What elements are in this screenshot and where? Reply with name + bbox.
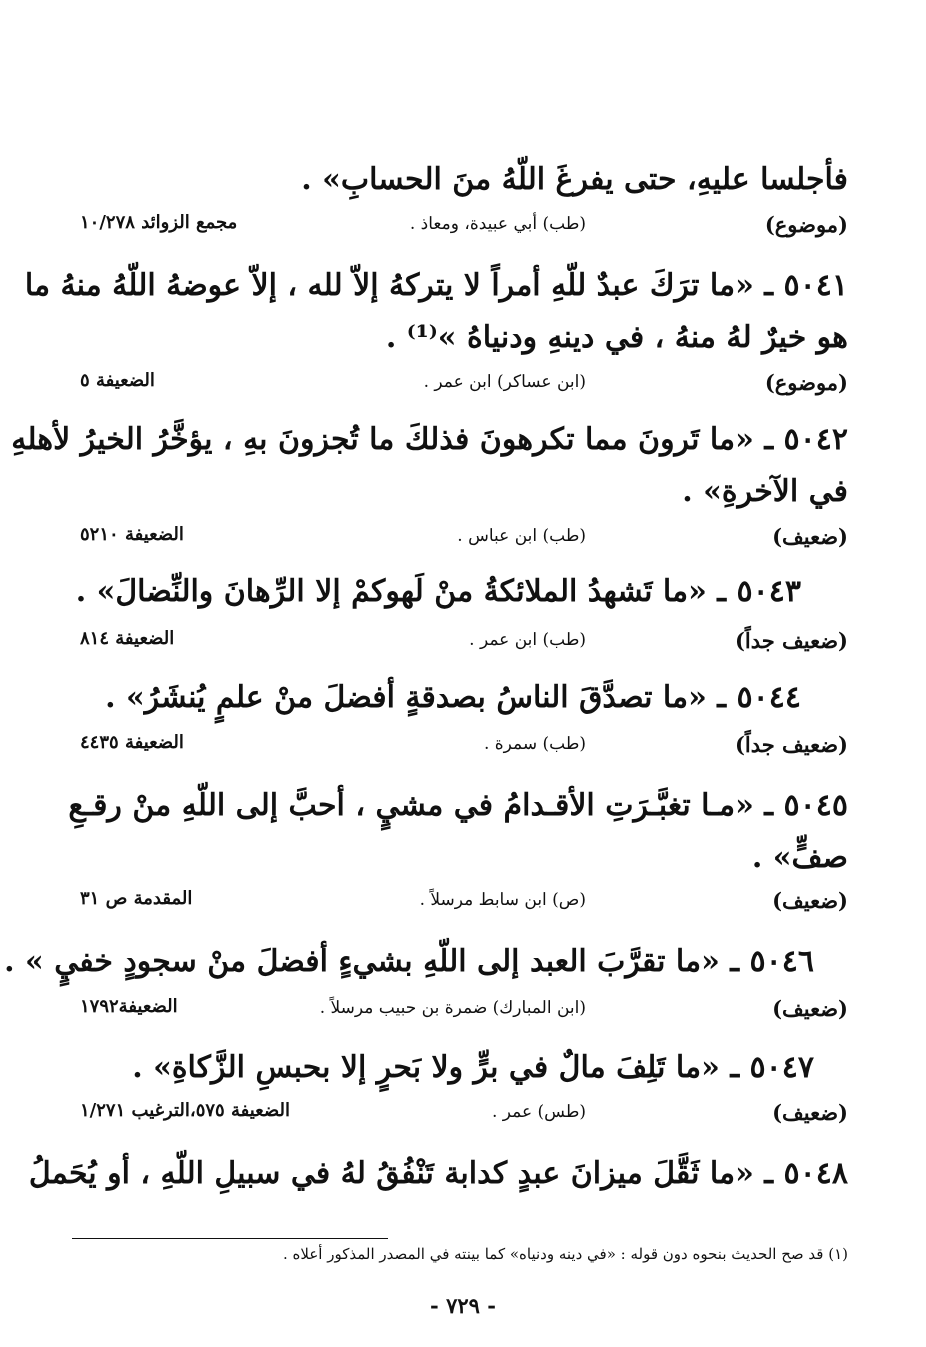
text-line: ٥٠٤١ ـ «ما ترَكَ عبدٌ للّهِ أمراً لا يتركهُ إلاّ لله ، إلاّ عوضهُ اللّهُ منهُ ما [24, 268, 848, 303]
text-line: في الآخرةِ» . [682, 474, 848, 509]
hadith-source: (ابن المبارك) ضمرة بن حبيب مرسلاً . [319, 998, 586, 1018]
hadith-source: (طس) عمر . [491, 1102, 586, 1122]
hadith-grade: (ضعيف) [772, 996, 848, 1021]
text-line: فأجلسا عليهِ، حتى يفرغَ اللّهُ منَ الحسابِ» . [301, 162, 848, 197]
hadith-grade: (ضعيف جداً) [734, 732, 848, 757]
hadith-source: (ابن عساكر) ابن عمر . [423, 372, 586, 392]
hadith-source: (طب) أبي عبيدة، ومعاذ . [409, 214, 586, 234]
hadith-reference: مجمع الزوائد ١٠/٢٧٨ [80, 212, 238, 233]
text-line: ٥٠٤٣ ـ «ما تَشهدُ الملائكةُ منْ لَهوكمْ إلا الرِّهانَ والنِّضالَ» . [75, 574, 801, 609]
text-line: ٥٠٤٨ ـ «ما ثَقَّلَ ميزانَ عبدٍ كدابة تَنْفُقُ لهُ في سبيلِ اللّهِ ، أو يُحَملُ [28, 1156, 848, 1191]
hadith-reference: الضعيفة ٥ [80, 370, 155, 391]
hadith-source: (طب) ابن عمر . [469, 630, 586, 650]
hadith-reference: الضعيفة ٥٧٥،الترغيب ١/٢٧١ [80, 1100, 290, 1121]
hadith-meta [70, 370, 848, 404]
hadith-meta [70, 996, 848, 1030]
hadith-source: (طب) ابن عباس . [457, 526, 586, 546]
hadith-reference: الضعيفة ٨١٤ [80, 628, 175, 649]
hadith-grade: (ضعيف) [772, 888, 848, 913]
hadith-meta [70, 628, 848, 662]
text-line: ٥٠٤٧ ـ «ما تَلِفَ مالٌ في برٍّ ولا بَحرٍ إلا بحبسِ الزَّكاةِ» . [132, 1050, 814, 1085]
footnote-rule [72, 1238, 388, 1239]
hadith-reference: المقدمة ص ٣١ [80, 888, 193, 909]
text-line: ٥٠٤٥ ـ «مـا تغبَّـرَتِ الأقـدامُ في مشيٍ ، أحبَّ إلى اللّهِ منْ رقـعِ [68, 788, 848, 823]
hadith-meta [70, 732, 848, 766]
text-line: ٥٠٤٤ ـ «ما تصدَّقَ الناسُ بصدقةٍ أفضلَ منْ علمٍ يُنشَرُ» . [105, 680, 801, 715]
hadith-source: (ص) ابن سابط مرسلاً . [419, 890, 586, 910]
text-line: ٥٠٤٢ ـ «ما تَرونَ مما تكرهونَ فذلكَ ما تُجزونَ بهِ ، يؤخَّرُ الخيرُ لأهلهِ [11, 422, 848, 457]
text-line: هو خيرٌ لهُ منهُ ، في دينهِ ودنياهُ »⁽¹⁾ . [385, 320, 848, 355]
hadith-reference: الضعيفة ٤٤٣٥ [80, 732, 184, 753]
hadith-reference: الضعيفة١٧٩٢ [80, 996, 178, 1017]
hadith-grade: (ضعيف) [772, 1100, 848, 1125]
hadith-meta [70, 888, 848, 922]
text-line: صفٍّ» . [751, 840, 848, 875]
page-number: - ٧٢٩ - [430, 1293, 496, 1318]
hadith-meta [70, 1100, 848, 1134]
hadith-grade: (ضعيف جداً) [734, 628, 848, 653]
hadith-grade: (موضوع) [764, 370, 848, 395]
hadith-meta [70, 212, 848, 246]
hadith-reference: الضعيفة ٥٢١٠ [80, 524, 184, 545]
footnote: (١) قد صح الحديث بنحوه دون قوله : «في دينه ودنياه» كما بينته في المصدر المذكور أعلاه . [282, 1245, 848, 1263]
hadith-meta [70, 524, 848, 558]
hadith-source: (طب) سمرة . [483, 734, 586, 754]
hadith-grade: (ضعيف) [772, 524, 848, 549]
hadith-grade: (موضوع) [764, 212, 848, 237]
text-line: ٥٠٤٦ ـ «ما تقرَّبَ العبد إلى اللّهِ بشيءٍ أفضلَ منْ سجودٍ خفيٍ » . [4, 944, 814, 979]
